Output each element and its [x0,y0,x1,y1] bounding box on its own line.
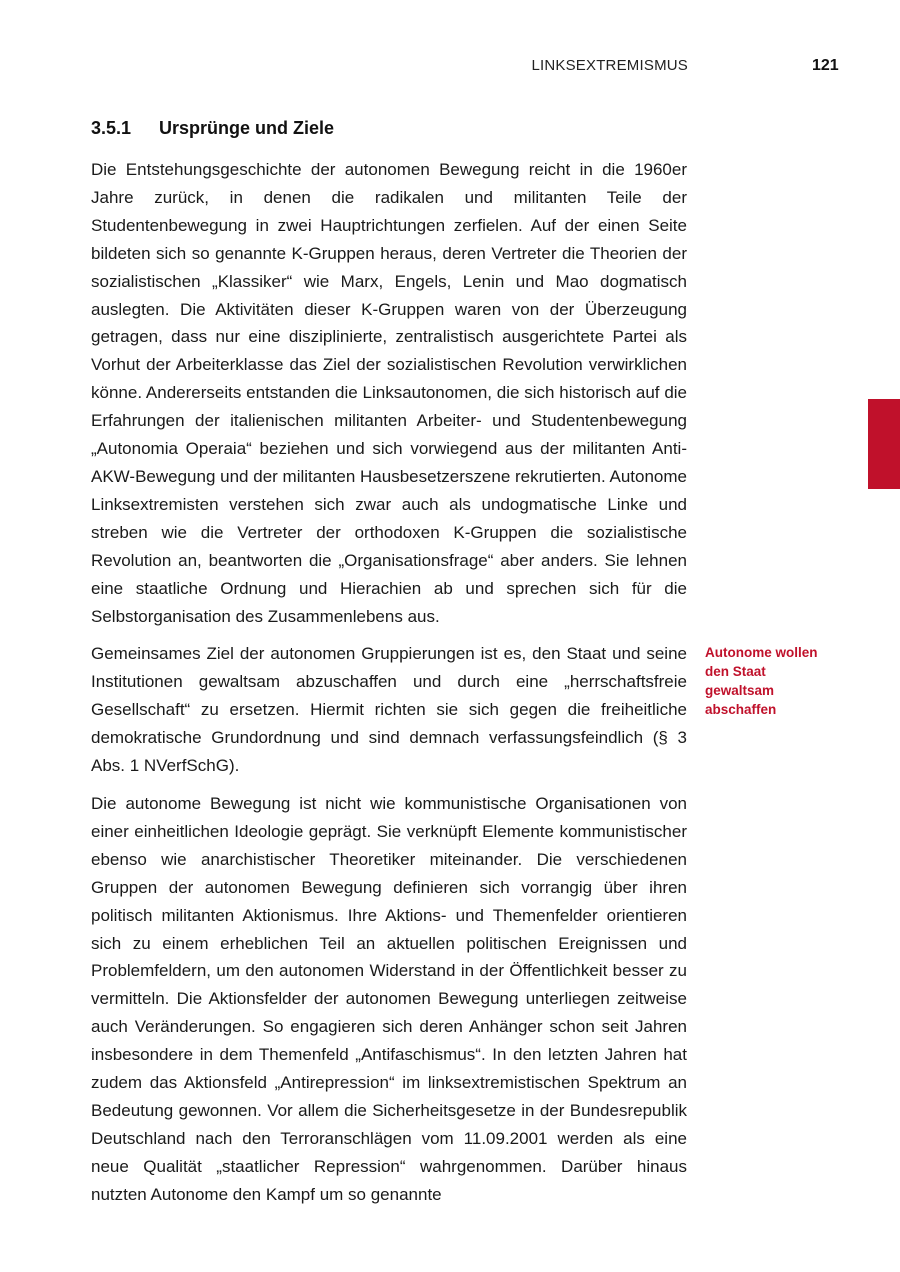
section-heading [91,118,334,139]
section-title: Ursprünge und Ziele [159,118,335,138]
body-paragraph-3: Die autonome Bewegung ist nicht wie kommunistische Organisationen von einer einheitlichen Ideologie geprägt. Sie verknüpft Elemente kommunistischer ebenso wie anarchistischer Theoretiker miteinander. Die verschiedenen Gruppen der autonomen Bewegung definieren sich vorrangig über ihren politisch militanten Aktionismus. Ihre Aktions- und Themenfelder orientieren sich zu einem erheblichen Teil an aktuellen politischen Ereignissen und Problemfeldern, um den autonomen Widerstand in der Öffentlichkeit besser zu vermitteln. Die Aktionsfelder der autonomen Bewegung unterliegen zeitweise auch Veränderungen. So engagieren sich deren Anhänger schon seit Jahren insbesondere in dem Themenfeld „Antifaschismus“. In den letzten Jahren hat zudem das Aktionsfeld „Antirepression“ im linksextremistischen Spektrum an Bedeutung gewonnen. Vor allem die Sicherheitsgesetze in der Bundesrepublik Deutschland nach den Terroranschlägen vom 11.09.2001 werden als eine neue Qualität „staatlicher Repression“ wahrgenommen. Darüber hinaus nutzten Autonome den Kampf um so genannte [91,794,687,1204]
body-paragraph-2: Gemeinsames Ziel der autonomen Gruppierungen ist es, den Staat und seine Institutionen gewaltsam abzuschaffen und durch eine „herrschaftsfreie Gesellschaft“ zu ersetzen. Hiermit richten sie sich gegen die freiheitliche demokratische Grundordnung und sind demnach verfassungsfeindlich (§ 3 Abs. 1 NVerfSchG). [91,644,687,775]
chapter-thumb-tab [868,399,900,489]
body-paragraph-1: Die Entstehungsgeschichte der autonomen Bewegung reicht in die 1960er Jahre zurück, in denen die radikalen und militanten Teile der Studentenbewegung in zwei Hauptrichtungen zerfielen. Auf der einen Seite bildeten sich so genannte K-Gruppen heraus, deren Vertreter die Theorien der sozialistischen „Klassiker“ wie Marx, Engels, Lenin und Mao dogmatisch auslegten. Die Aktivitäten dieser K-Gruppen waren von der Überzeugung getragen, dass nur eine disziplinierte, zentralistisch ausgerichtete Partei als Vorhut der Arbeiterklasse das Ziel der sozialistischen Revolution verwirklichen könne. Andererseits entstanden die Linksautonomen, die sich historisch auf die Erfahrungen der italienischen militanten Arbeiter- und Studentenbewegung „Autonomia Operaia“ beziehen und sich vorwiegend aus der militanten Anti-AKW-Bewegung und der militanten Hausbesetzerszene rekrutierten. Autonome Linksextremisten verstehen sich zwar auch als undogmatische Linke und streben wie die Vertreter der orthodoxen K-Gruppen die sozialistische Revolution an, beantworten die „Organisationsfrage“ aber anders. Sie lehnen eine staatliche Ordnung und Hierachien ab und sprechen sich für die Selbstorganisation des Zusammenlebens aus. [91,160,687,626]
page-number: 121 [812,57,839,74]
margin-note: Autonome wollen den Staat gewaltsam abschaffen [705,645,818,717]
section-number: 3.5.1 [91,118,132,138]
running-title: LINKSEXTREMISMUS [531,57,688,74]
